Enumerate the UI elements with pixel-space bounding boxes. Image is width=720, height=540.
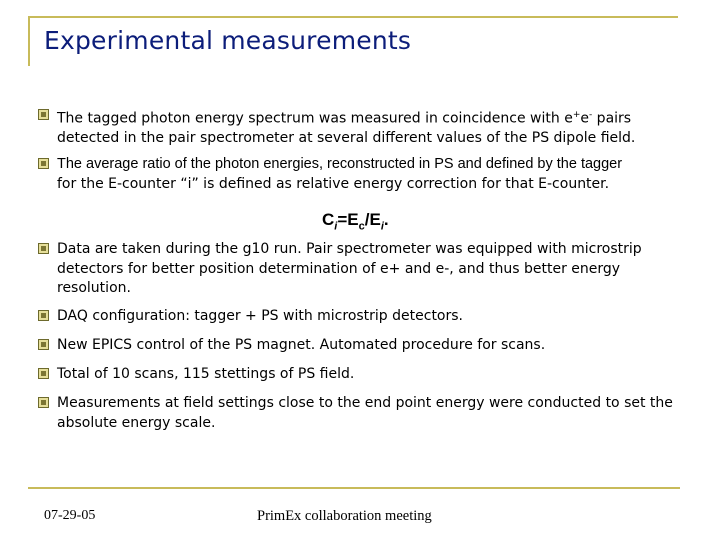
bullet-text: The tagged photon energy spectrum was measured in coincidence with e+e- pairs detected in the pair spectrometer at several different values of the PS dipole field. xyxy=(57,110,636,147)
bullet-square-icon xyxy=(38,368,49,379)
bullet-text: Total of 10 scans, 115 stettings of PS field. xyxy=(57,366,355,382)
bullet-scans xyxy=(38,365,698,385)
bullet-square-icon xyxy=(38,339,49,350)
bullet-text: Data are taken during the g10 run. Pair spectrometer was equipped with microstrip detectors for better position determination of e+ and e-, and thus better energy resolution. xyxy=(57,241,642,296)
frame-bottom-rule xyxy=(28,487,680,489)
bullet-average-ratio xyxy=(38,155,698,194)
bullet-square-icon xyxy=(38,109,49,120)
frame-top-rule xyxy=(28,16,678,18)
bullet-square-icon xyxy=(38,310,49,321)
bullet-energy-scale xyxy=(38,394,698,433)
correction-formula: $C_i=E_c/E_i$. xyxy=(322,210,389,233)
bullet-spectrum xyxy=(38,106,698,149)
bullet-daq xyxy=(38,307,698,327)
bullet-text: The average ratio of the photon energies, reconstructed in PS and defined by the tagger for the E-counter “i” is defined as relative energy correction for that E-counter. xyxy=(57,156,623,192)
bullet-epics xyxy=(38,336,698,356)
frame-left-rule xyxy=(28,16,30,66)
bullet-g10-run xyxy=(38,240,698,299)
footer-meeting-name: PrimEx collaboration meeting xyxy=(257,508,432,524)
footer-date: 07-29-05 xyxy=(44,508,96,523)
bullet-text: New EPICS control of the PS magnet. Automated procedure for scans. xyxy=(57,337,546,353)
bullet-text: Measurements at field settings close to the end point energy were conducted to set the absolute energy scale. xyxy=(57,395,673,431)
bullet-square-icon xyxy=(38,397,49,408)
bullet-text: DAQ configuration: tagger + PS with microstrip detectors. xyxy=(57,308,463,324)
bullet-square-icon xyxy=(38,243,49,254)
bullet-square-icon xyxy=(38,158,49,169)
slide-title: Experimental measurements xyxy=(44,26,412,55)
